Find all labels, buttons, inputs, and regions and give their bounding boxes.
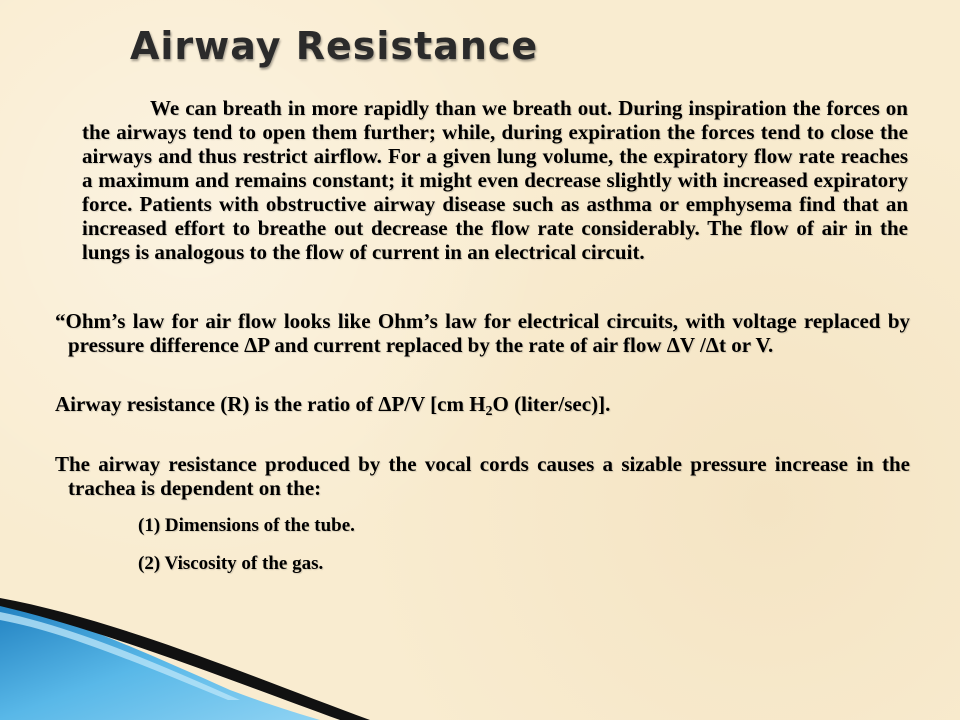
paragraph-vocal-cords: The airway resistance produced by the vocal cords causes a sizable pressure increase in the trachea is dependent on the:: [55, 452, 910, 500]
paragraph-intro: We can breath in more rapidly than we breath out. During inspiration the forces on the airways tend to open them further; while, during expiration the forces tend to close the airways and thus restrict airflow. For a given lung volume, the expiratory flow rate reaches a maximum and remains constant; it might even decrease slightly with increased expiratory force. Patients with obstructive airway disease such as asthma or emphysema find that an increased effort to breathe out decrease the flow rate considerably. The flow of air in the lungs is analogous to the flow of current in an electrical circuit.: [82, 96, 908, 264]
ratio-text-start: Airway resistance (R) is the ratio of ΔP/V [cm H: [55, 392, 486, 416]
paragraph-ohms-law: “Ohm’s law for air flow looks like Ohm’s law for electrical circuits, with voltage replaced by pressure difference ΔP and current replaced by the rate of air flow ΔV /Δt or V.: [55, 309, 910, 357]
subscript-2: 2: [485, 404, 493, 419]
paragraph-airway-resistance-ratio: [55, 392, 910, 424]
ratio-text-end: O (liter/sec)].: [492, 392, 611, 416]
slide-title: Airway Resistance: [130, 24, 539, 68]
list-item-dimensions: (1) Dimensions of the tube.: [138, 515, 355, 536]
list-item-viscosity: (2) Viscosity of the gas.: [138, 553, 324, 574]
